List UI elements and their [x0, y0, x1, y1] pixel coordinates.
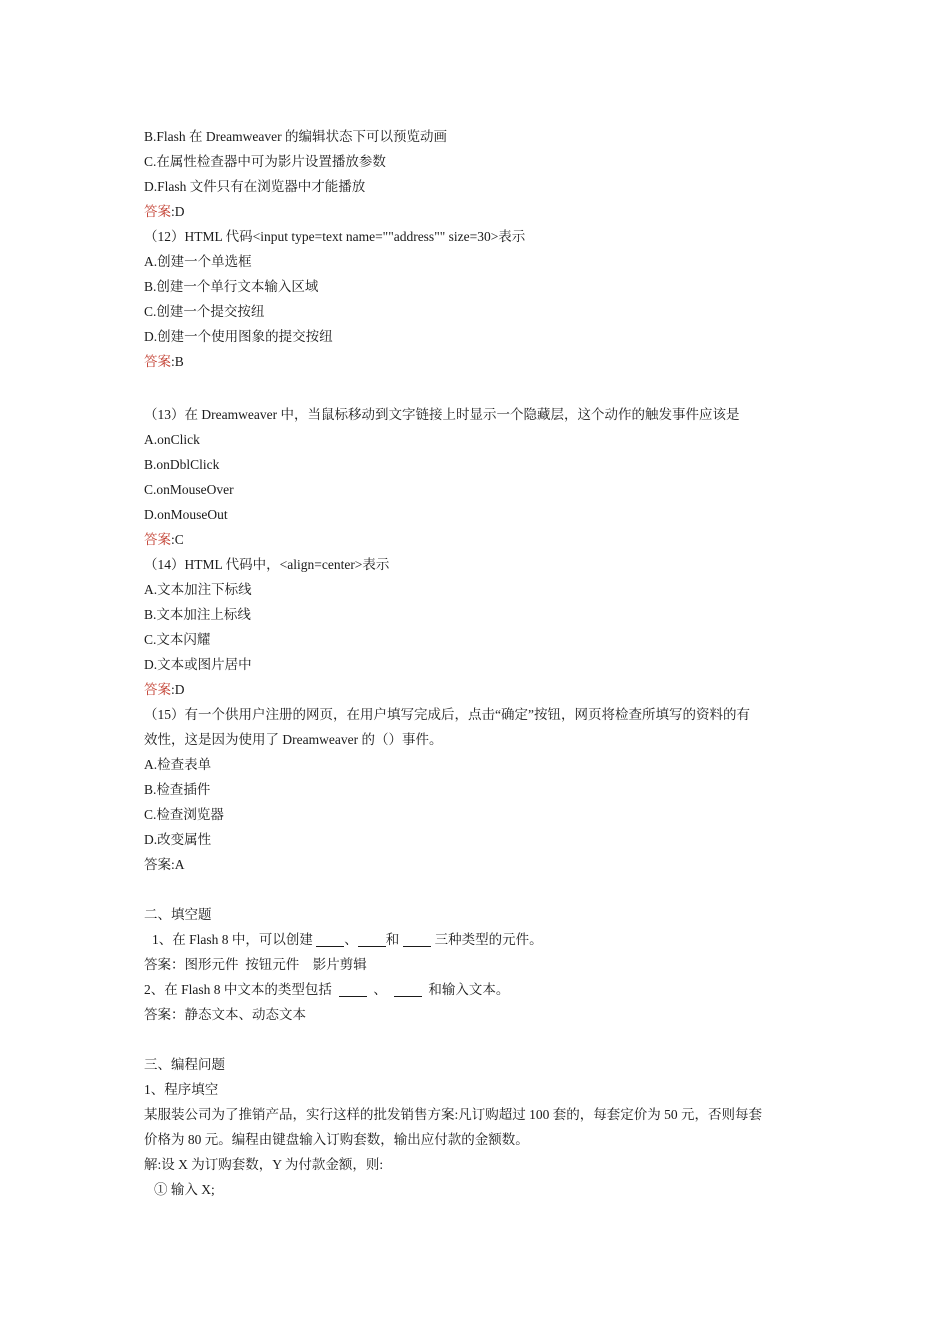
q15-option-c: C.检查浏览器: [144, 807, 224, 822]
q14-stem: （14）HTML 代码中，<align=center>表示: [144, 557, 390, 572]
q14-option-c: C.文本闪耀: [144, 632, 211, 647]
q11-option-d: D.Flash 文件只有在浏览器中才能播放: [144, 179, 366, 194]
q13-option-a: A.onClick: [144, 432, 200, 447]
answer-label: 答案: [144, 204, 171, 219]
blank-2: [358, 932, 386, 947]
q15-answer: 答案:A: [144, 857, 185, 872]
fill-q1: [144, 927, 814, 952]
q12-option-c: C.创建一个提交按纽: [144, 304, 265, 319]
answer-value: :D: [171, 682, 185, 697]
fill-q2-text: 2、在 Flash 8 中文本的类型包括: [144, 982, 339, 997]
fill-q1-text-end: 三种类型的元件。: [431, 932, 543, 947]
solution-line: 解:设 X 为订购套数，Y 为付款金额，则:: [144, 1157, 384, 1172]
answer-label: 答案: [144, 354, 171, 369]
answer-value: :D: [171, 204, 185, 219]
blank-1: [316, 932, 344, 947]
q15-stem-line1: （15）有一个供用户注册的网页，在用户填写完成后，点击“确定”按钮，网页将检查所填写的资料的有: [144, 707, 750, 722]
q12-option-b: B.创建一个单行文本输入区域: [144, 279, 319, 294]
fill-q1-text: 1、在 Flash 8 中，可以创建: [152, 932, 317, 947]
section2-title: 二、填空题: [144, 907, 212, 922]
problem-line1: 某服装公司为了推销产品，实行这样的批发销售方案:凡订购超过 100 套的，每套定价为 50 元，否则每套: [144, 1107, 762, 1122]
q11-option-b: B.Flash 在 Dreamweaver 的编辑状态下可以预览动画: [144, 129, 447, 144]
q12-answer: [144, 349, 814, 374]
q13-option-c: C.onMouseOver: [144, 482, 234, 497]
blank-5: [394, 982, 422, 997]
q12-option-d: D.创建一个使用图象的提交按纽: [144, 329, 333, 344]
fill-q2-answer: 答案：静态文本、动态文本: [144, 1007, 306, 1022]
q15-option-d: D.改变属性: [144, 832, 212, 847]
fill-q1-sep: 和: [385, 932, 400, 947]
q14-option-a: A.文本加注下标线: [144, 582, 252, 597]
q13-option-b: B.onDblClick: [144, 457, 220, 472]
fill-q2-sep: 、: [366, 982, 394, 997]
section3-subtitle: 1、程序填空: [144, 1082, 219, 1097]
problem-line2: 价格为 80 元。编程由键盘输入订购套数，输出应付款的金额数。: [144, 1132, 529, 1147]
q11-answer: [144, 199, 814, 224]
fill-q1-sep: 、: [344, 932, 358, 947]
answer-value: :B: [171, 354, 184, 369]
q12-option-a: A.创建一个单选框: [144, 254, 252, 269]
fill-q2: [144, 977, 814, 1002]
q14-option-b: B.文本加注上标线: [144, 607, 251, 622]
q12-stem: （12）HTML 代码<input type=text name=""address"" size=30>表示: [144, 229, 526, 244]
q13-stem: （13）在 Dreamweaver 中，当鼠标移动到文字链接上时显示一个隐藏层，这个动作的触发事件应该是: [144, 407, 740, 422]
q14-option-d: D.文本或图片居中: [144, 657, 252, 672]
document-page: [144, 124, 814, 1202]
answer-value: :C: [171, 532, 184, 547]
q13-answer: [144, 527, 814, 552]
q11-option-c: C.在属性检查器中可为影片设置播放参数: [144, 154, 386, 169]
q15-option-a: A.检查表单: [144, 757, 212, 772]
blank-3: [403, 932, 431, 947]
blank-4: [339, 982, 367, 997]
answer-label: 答案: [144, 532, 171, 547]
fill-q1-answer: 答案：图形元件 按钮元件 影片剪辑: [144, 957, 367, 972]
step-1: ① 输入 X;: [154, 1182, 215, 1197]
section3-title: 三、编程问题: [144, 1057, 225, 1072]
answer-label: 答案: [144, 682, 171, 697]
q15-option-b: B.检查插件: [144, 782, 211, 797]
fill-q2-text-end: 和输入文本。: [421, 982, 510, 997]
q14-answer: [144, 677, 814, 702]
q13-option-d: D.onMouseOut: [144, 507, 228, 522]
q15-stem-line2: 效性，这是因为使用了 Dreamweaver 的（）事件。: [144, 732, 443, 747]
